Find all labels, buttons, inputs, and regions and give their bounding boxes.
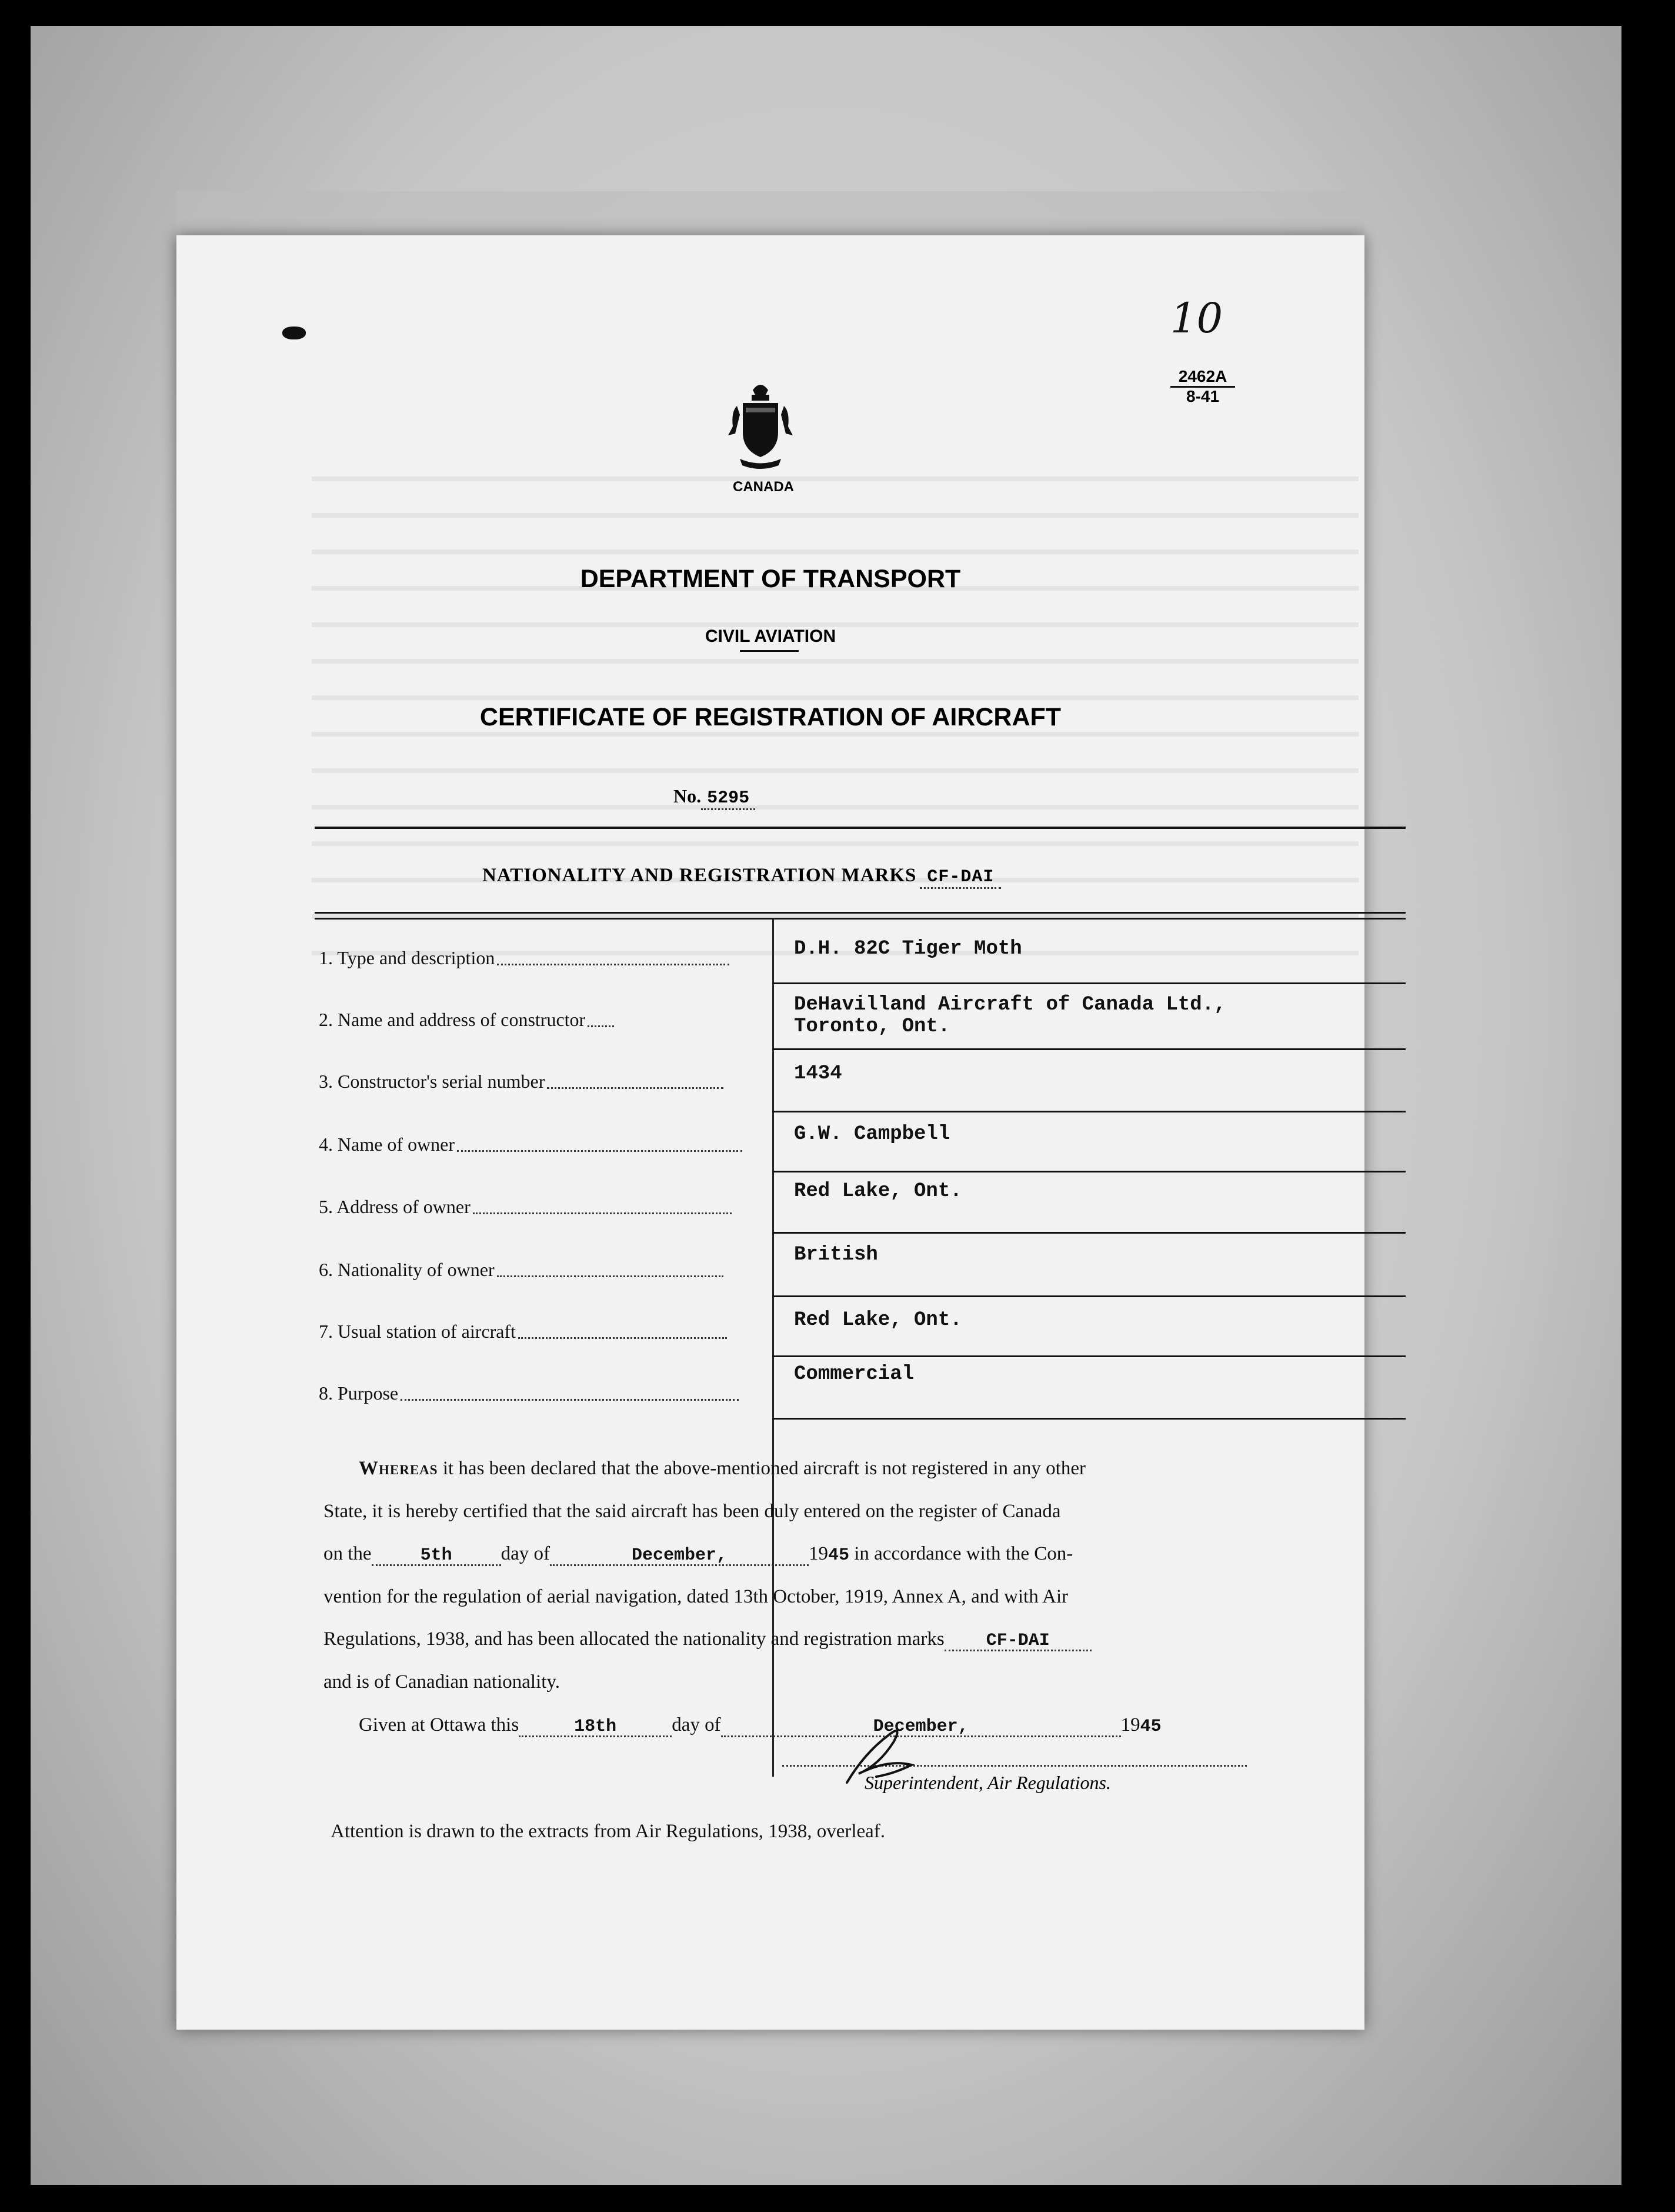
declaration-line-3: on the 5th day of December, 1945 in accordance with the Con- [323,1543,1073,1566]
declaration-line-4: vention for the regulation of aerial navigation, dated 13th October, 1919, Annex A, and with Air [323,1585,1069,1607]
field-value: Red Lake, Ont. [794,1180,962,1202]
field-label: 3. Constructor's serial number [319,1071,723,1092]
field-rule [772,1355,1406,1357]
field-rule [772,1232,1406,1234]
field-rule [772,1418,1406,1420]
field-value: Red Lake, Ont. [794,1309,962,1331]
form-number [1170,368,1235,406]
form-number-code: 2462A [1170,368,1235,388]
registration-marks-value: CF-DAI [920,867,1001,889]
declaration-marks: CF-DAI [945,1632,1092,1651]
field-value: D.H. 82C Tiger Moth [794,938,1022,960]
field-value: Commercial [794,1363,915,1385]
signature-title: Superintendent, Air Regulations. [865,1772,1111,1793]
registration-day: 5th [372,1547,501,1566]
certificate-number-label: No. [673,785,702,807]
field-value: DeHavilland Aircraft of Canada Ltd., Toronto, Ont. [794,994,1226,1038]
number-rule [315,827,1406,829]
field-label: 7. Usual station of aircraft [319,1321,727,1342]
department-heading: DEPARTMENT OF TRANSPORT [580,565,961,593]
certificate-number-value: 5295 [701,788,755,810]
field-label: 6. Nationality of owner [319,1259,723,1281]
whereas-word: Whereas [359,1458,438,1479]
given-day: 18th [519,1718,672,1737]
certificate-number-row [673,785,755,808]
field-label: 8. Purpose [319,1382,739,1404]
field-label: 5. Address of owner [319,1196,732,1218]
registration-month: December, [550,1547,809,1566]
registration-year: 45 [828,1545,849,1566]
canada-coat-of-arms [722,379,805,495]
page-number-handwritten: 10 [1170,294,1223,342]
declaration-line-2: State, it is hereby certified that the said aircraft has been duly entered on the register of Canada [323,1500,1061,1522]
field-value: G.W. Campbell [794,1123,950,1145]
field-rule [772,982,1406,984]
registration-marks-label: NATIONALITY AND REGISTRATION MARKS [482,865,917,886]
crest-label: CANADA [733,479,794,495]
footer-note: Attention is drawn to the extracts from Air Regulations, 1938, overleaf. [331,1821,886,1842]
given-year: 45 [1140,1716,1162,1737]
field-rule [772,1171,1406,1172]
field-label: 4. Name of owner [319,1134,742,1155]
field-rule [772,1295,1406,1297]
field-rule [772,1111,1406,1112]
declaration-line-6: and is of Canadian nationality. [323,1671,560,1693]
form-number-date: 8-41 [1186,387,1220,405]
field-value: British [794,1244,878,1266]
declaration-paragraph [323,1447,1400,1746]
field-label: 1. Type and description [319,947,729,969]
table-top-rule-2 [315,918,1406,920]
field-label: 2. Name and address of constructor [319,1009,614,1031]
field-value: 1434 [794,1062,842,1085]
division-heading: CIVIL AVIATION [705,627,836,646]
certificate-document [176,235,1364,2030]
ink-blot [282,327,306,339]
division-underline [740,650,799,652]
underlying-page-edge [176,191,1364,242]
crest-icon [722,379,799,479]
certificate-title: CERTIFICATE OF REGISTRATION OF AIRCRAFT [479,703,1062,731]
declaration-line-5: Regulations, 1938, and has been allocated the nationality and registration marks CF-DAI [323,1618,1400,1661]
given-month: December, [721,1718,1121,1737]
given-line: Given at Ottawa this 18th day of December, 1945 [359,1714,1162,1737]
table-top-rule-1 [315,912,1406,914]
field-rule [772,1048,1406,1050]
registration-marks-row [482,865,1001,887]
declaration-line-1: Whereas it has been declared that the above-mentioned aircraft is not registered in any other [359,1458,1086,1479]
